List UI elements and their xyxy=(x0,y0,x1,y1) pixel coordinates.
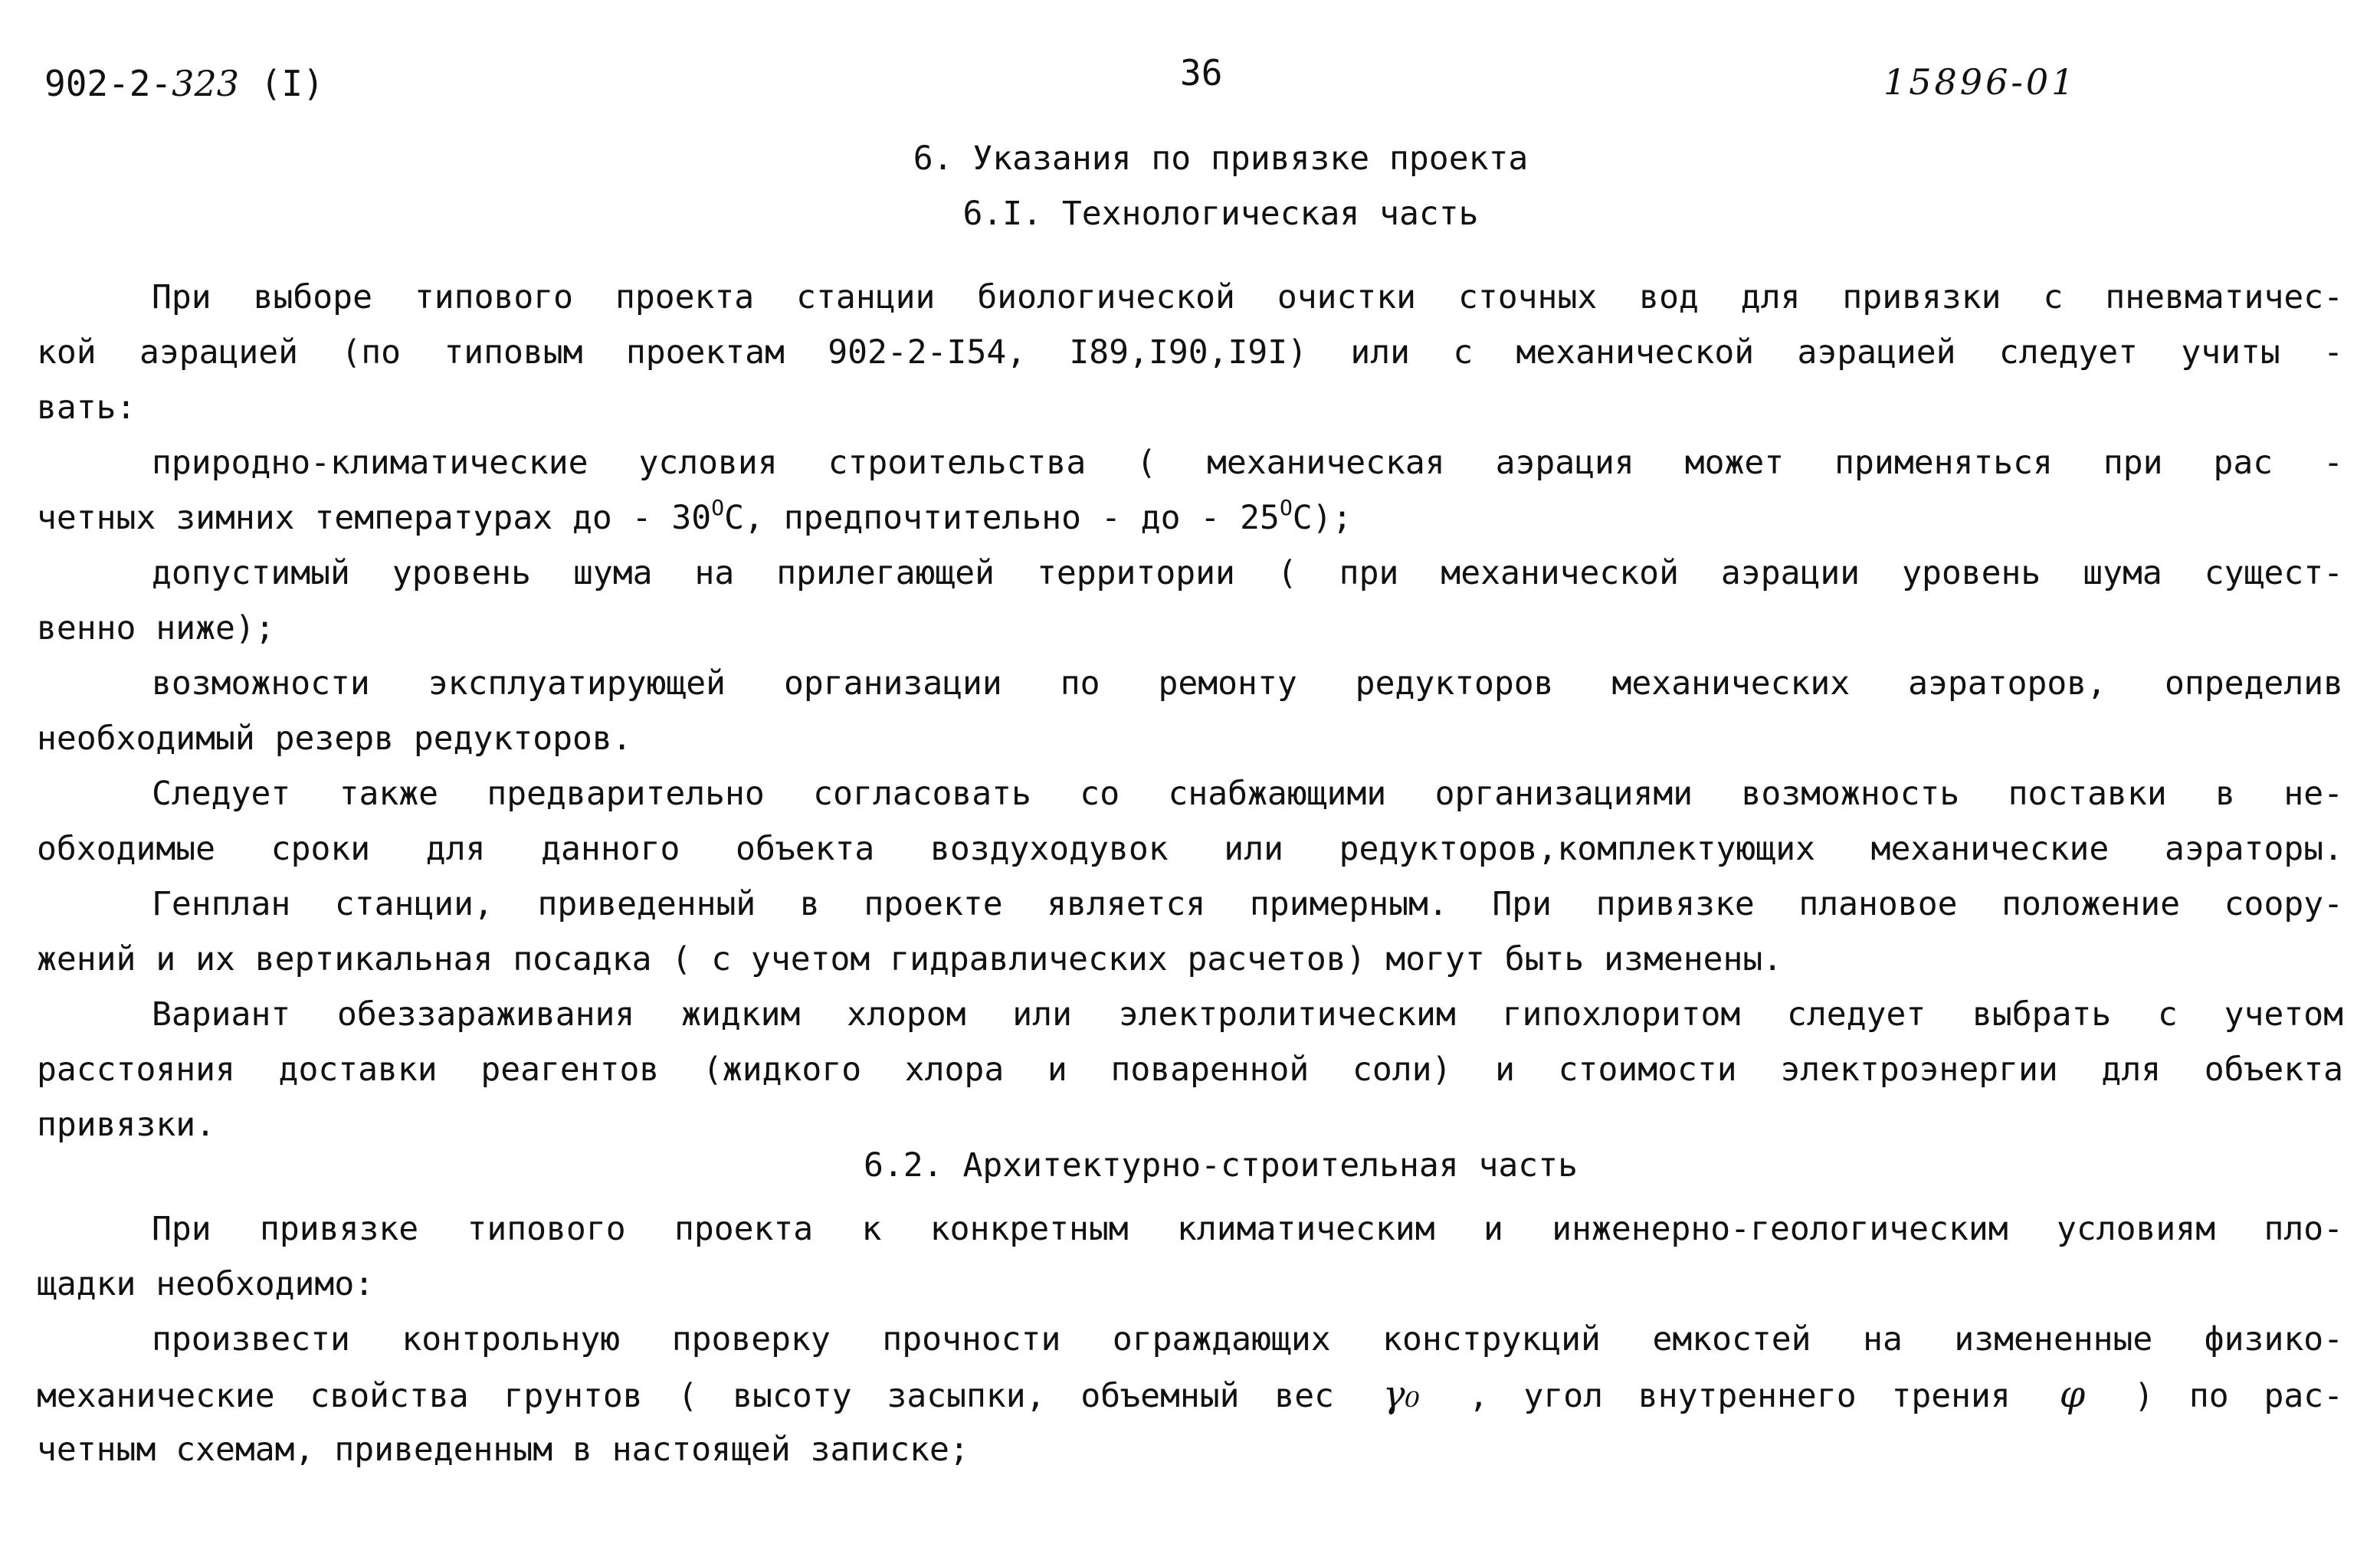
paragraph-line: венно ниже); xyxy=(37,609,275,647)
registration-number: 15896-01 xyxy=(1883,61,2077,103)
technological-section-body xyxy=(37,270,2343,1152)
paragraph-line: кой аэрацией (по типовым проектам 902-2-I54, I89,I90,I9I) или с механической аэрацией следует учиты - xyxy=(37,333,2343,372)
soil-text: ) по рас- xyxy=(2134,1377,2344,1415)
unit-weight-symbol: γ₀ xyxy=(1382,1373,1420,1416)
subsection-title-architectural: 6.2. Архитектурно-строительная часть xyxy=(864,1146,1578,1185)
degree-sign: О xyxy=(1279,495,1293,520)
temperature-text: С, предпочтительно - до - 25 xyxy=(724,499,1280,537)
paragraph-line: жений и их вертикальная посадка ( с учетом гидравлических расчетов) могут быть изменены. xyxy=(37,940,1783,978)
paragraph-line: расстояния доставки реагентов (жидкого хлора и поваренной соли) и стоимости электроэнергии для объекта xyxy=(37,1050,2343,1089)
paragraph-line: допустимый уровень шума на прилегающей территории ( при механической аэрации уровень шума сущест- xyxy=(152,554,2343,592)
temperature-text: С); xyxy=(1292,499,1352,537)
paragraph-line: При выборе типового проекта станции биологической очистки сточных вод для привязки с пневматичес- xyxy=(152,278,2343,316)
section-title: 6. Указания по привязке проекта xyxy=(913,139,1529,178)
document-code xyxy=(44,63,324,104)
paragraph-line: вать: xyxy=(37,388,136,427)
architectural-section-body xyxy=(37,1201,2343,1477)
temperature-line xyxy=(37,490,2343,546)
paragraph-line: природно-климатические условия строительства ( механическая аэрация может применяться при рас - xyxy=(152,444,2343,482)
paragraph-line: обходимые сроки для данного объекта воздуходувок или редукторов,комплектующих механические аэраторы. xyxy=(37,830,2343,868)
paragraph-line: возможности эксплуатирующей организации по ремонту редукторов механических аэраторов, определив xyxy=(152,664,2343,703)
paragraph-line: Вариант обеззараживания жидким хлором или электролитическим гипохлоритом следует выбрать с учетом xyxy=(152,995,2343,1034)
paragraph-line: привязки. xyxy=(37,1106,215,1144)
soil-properties-line xyxy=(37,1367,2343,1422)
paragraph-line: необходимый резерв редукторов. xyxy=(37,719,632,758)
paragraph-line: произвести контрольную проверку прочности ограждающих конструкций емкостей на измененные физико- xyxy=(152,1320,2343,1359)
page-number: 36 xyxy=(1180,52,1223,93)
paragraph-line: четным схемам, приведенным в настоящей записке; xyxy=(37,1431,969,1469)
soil-text: механические свойства грунтов ( высоту засыпки, объемный вес xyxy=(37,1377,1335,1415)
document-code-prefix: 902-2- xyxy=(44,63,172,104)
paragraph-line: Генплан станции, приведенный в проекте является примерным. При привязке плановое положение соору- xyxy=(152,885,2343,923)
subsection-title-technological: 6.I. Технологическая часть xyxy=(962,195,1479,233)
soil-text: , угол внутреннего трения xyxy=(1468,1377,2011,1415)
temperature-text: четных зимних температурах до - 30 xyxy=(37,499,712,537)
document-part: (I) xyxy=(260,63,324,104)
paragraph-line: щадки необходимо: xyxy=(37,1265,375,1303)
paragraph-line: Следует также предварительно согласовать со снабжающими организациями возможность поставки в не- xyxy=(152,775,2343,813)
friction-angle-symbol: φ xyxy=(2059,1373,2086,1416)
paragraph-line: При привязке типового проекта к конкретным климатическим и инженерно-геологическим условиям пло- xyxy=(152,1210,2343,1248)
document-code-handwritten: 323 xyxy=(172,63,239,104)
degree-sign: О xyxy=(711,495,725,520)
